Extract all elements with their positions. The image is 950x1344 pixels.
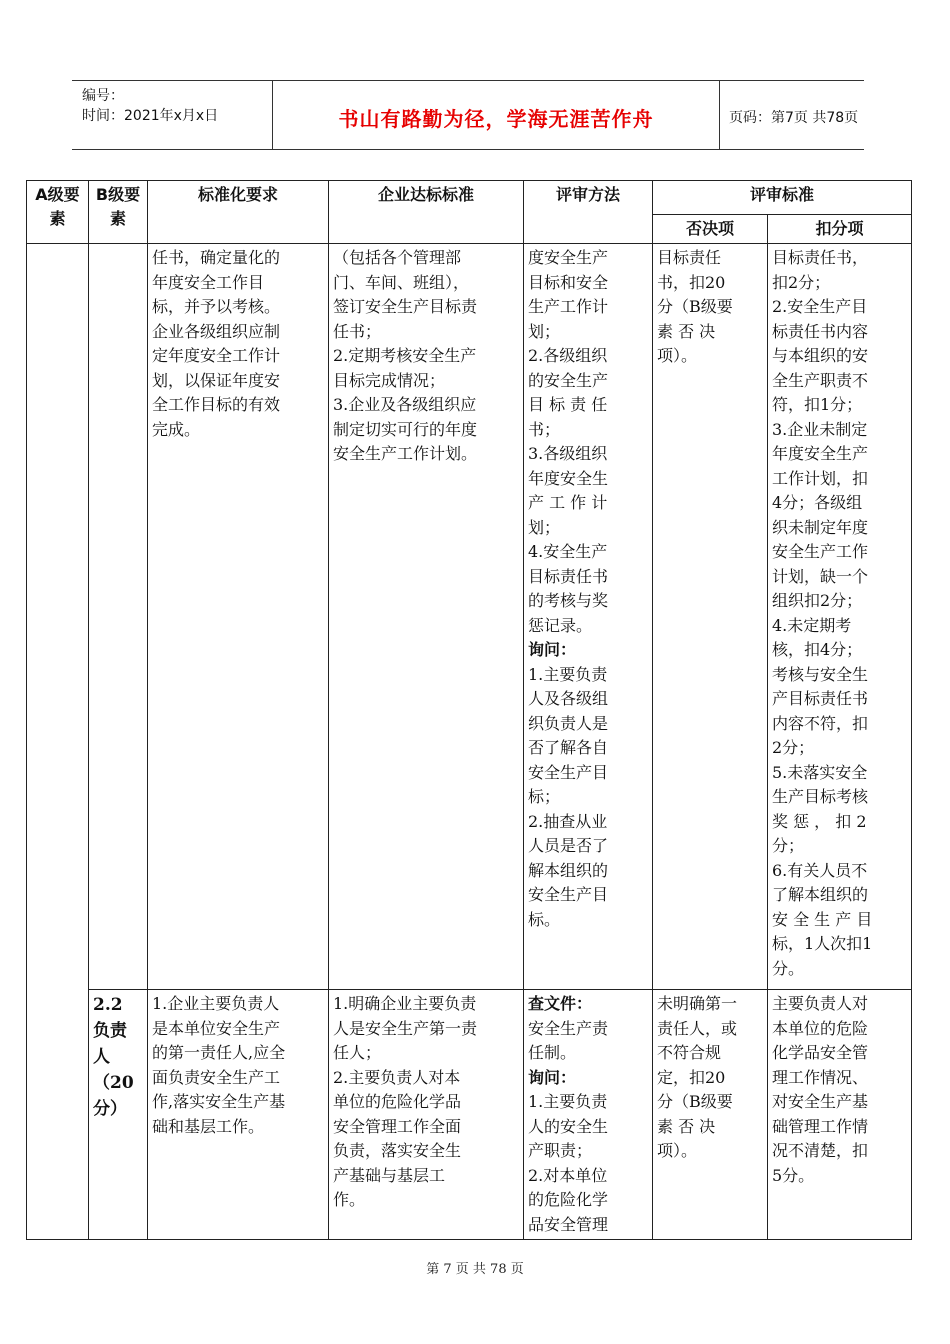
cell-text-line: 目 标 责 任 bbox=[528, 395, 608, 414]
cell-text-line: 础管理工作情 bbox=[772, 1116, 869, 1136]
cell-text-line: 安 全 生 产 目 bbox=[772, 909, 873, 929]
cell-text-line: 的危险化学 bbox=[528, 1190, 609, 1209]
cell-text-line: 书，扣20 bbox=[657, 272, 726, 292]
cell-text-line: 安全生产目 bbox=[528, 885, 609, 904]
cell-text-line: 2.对本单位 bbox=[528, 1165, 608, 1185]
cell-text-line: 目标和安全 bbox=[528, 272, 609, 292]
cell-text-line: 产基础与基层工 bbox=[333, 1165, 446, 1185]
header-review-method: 评审方法 bbox=[524, 181, 653, 244]
cell-text-line: 标，并予以考核。 bbox=[152, 297, 281, 316]
cell-text-line: 制定切实可行的年度 bbox=[333, 419, 478, 439]
cell-text-line: （包括各个管理部 bbox=[333, 248, 462, 267]
cell-text-line: 年度安全工作目 bbox=[152, 272, 265, 292]
cell-text-line: 负责 bbox=[93, 1021, 127, 1041]
cell-text-line: 查文件： bbox=[528, 994, 593, 1013]
cell-text-line: 安全生产工作 bbox=[772, 542, 869, 561]
cell-text-line: 安全生产责 bbox=[528, 1018, 609, 1038]
cell-text-line: 织未制定年度 bbox=[772, 517, 869, 537]
cell-text-line: 的第一责任人,应全 bbox=[152, 1043, 286, 1062]
cell-text-line: 与本组织的安 bbox=[772, 346, 869, 365]
cell-text-line: 分； bbox=[772, 836, 805, 855]
cell-text-line: 6.有关人员不 bbox=[772, 860, 868, 880]
cell-text-line: 2.定期考核安全生产 bbox=[333, 346, 477, 365]
cell-text-line: 年度安全生产 bbox=[772, 444, 869, 463]
cell-text-line: 定，扣20 bbox=[657, 1067, 726, 1087]
cell-text-line: 2.安全生产目 bbox=[772, 297, 868, 316]
row2-deduction bbox=[768, 990, 912, 1240]
cell-text-line: 2分； bbox=[772, 738, 815, 757]
cell-text-line: 2.主要负责人对本 bbox=[333, 1067, 461, 1087]
header-deduction: 扣分项 bbox=[768, 215, 912, 244]
cell-text-line: 划； bbox=[528, 517, 561, 537]
cell-text-line: 织负责人是 bbox=[528, 713, 609, 733]
cell-text-line: 人 bbox=[93, 1047, 110, 1067]
row1-b-level-cell bbox=[89, 244, 148, 990]
cell-text-line: 未明确第一 bbox=[657, 994, 738, 1013]
cell-text-line: 扣2分； bbox=[772, 272, 831, 292]
header-center-cell bbox=[272, 81, 720, 149]
cell-text-line: 目标责任书 bbox=[528, 566, 609, 586]
cell-text-line: 定年度安全工作计 bbox=[152, 346, 281, 365]
header-review-criteria: 评审标准 bbox=[653, 181, 912, 215]
row2-veto bbox=[653, 990, 768, 1240]
cell-text-line: 对安全生产基 bbox=[772, 1092, 869, 1111]
cell-text-line: 分（B级要 bbox=[657, 1092, 733, 1111]
cell-text-line: 标，1人次扣1 bbox=[772, 934, 873, 953]
cell-text-line: 否了解各自 bbox=[528, 738, 609, 757]
cell-text-line: 责任人，或 bbox=[657, 1018, 738, 1038]
cell-text-line: 人及各级组 bbox=[528, 689, 609, 708]
cell-text-line: 任人； bbox=[333, 1043, 382, 1062]
cell-text-line: 人是安全生产第一责 bbox=[333, 1018, 478, 1038]
cell-text-line: 企业各级组织应制 bbox=[152, 321, 281, 341]
cell-text-line: 项）。 bbox=[657, 346, 698, 365]
cell-text-line: 内容不符，扣 bbox=[772, 713, 869, 733]
header-right-cell bbox=[719, 81, 864, 149]
cell-text-line: 组织扣2分； bbox=[772, 591, 863, 610]
cell-text-line: 况不清楚，扣 bbox=[772, 1141, 869, 1160]
cell-text-line: 4.未定期考 bbox=[772, 615, 852, 635]
evaluation-table bbox=[26, 180, 912, 1240]
cell-text-line: 3.企业及各级组织应 bbox=[333, 395, 477, 414]
cell-text-line: 4分；各级组 bbox=[772, 493, 863, 512]
cell-text-line: 的考核与奖 bbox=[528, 591, 609, 610]
cell-text-line: 2.2 bbox=[93, 995, 123, 1015]
header-b-level: B级要素 bbox=[89, 181, 148, 244]
cell-text-line: 分） bbox=[93, 1099, 127, 1119]
cell-text-line: 化学品安全管 bbox=[772, 1043, 869, 1062]
cell-text-line: 3.各级组织 bbox=[528, 444, 608, 463]
cell-text-line: 产目标责任书 bbox=[772, 689, 869, 708]
header-standard-requirement: 标准化要求 bbox=[148, 181, 329, 244]
cell-text-line: 5.未落实安全 bbox=[772, 762, 868, 782]
page-header bbox=[72, 80, 864, 150]
cell-text-line: 主要负责人对 bbox=[772, 994, 869, 1013]
cell-text-line: 全生产职责不 bbox=[772, 370, 869, 390]
cell-text-line: 人的安全生 bbox=[528, 1116, 609, 1136]
cell-text-line: 2.各级组织 bbox=[528, 346, 608, 365]
row1-enterprise-std bbox=[329, 244, 524, 990]
cell-text-line: 工作计划，扣 bbox=[772, 468, 869, 488]
cell-text-line: 人员是否了 bbox=[528, 836, 609, 855]
cell-text-line: 本单位的危险 bbox=[772, 1018, 869, 1038]
cell-text-line: 了解本组织的 bbox=[772, 885, 869, 904]
cell-text-line: 年度安全生 bbox=[528, 468, 609, 488]
cell-text-line: 奖 惩 ， 扣 2 bbox=[772, 811, 867, 831]
cell-text-line: 产 工 作 计 bbox=[528, 493, 608, 512]
cell-text-line: 解本组织的 bbox=[528, 860, 609, 880]
cell-text-line: 安全生产工作计划。 bbox=[333, 444, 478, 463]
cell-text-line: 是本单位安全生产 bbox=[152, 1018, 281, 1038]
row2-enterprise-std bbox=[329, 990, 524, 1240]
cell-text-line: 产职责； bbox=[528, 1141, 593, 1160]
cell-text-line: 任书； bbox=[333, 321, 382, 341]
cell-text-line: 门、车间、班组）， bbox=[333, 272, 470, 292]
cell-text-line: 划，以保证年度安 bbox=[152, 370, 281, 390]
cell-text-line: 素 否 决 bbox=[657, 321, 716, 341]
cell-text-line: 作,落实安全生产基 bbox=[152, 1092, 286, 1111]
cell-text-line: 分。 bbox=[772, 958, 805, 978]
cell-text-line: 1.企业主要负责人 bbox=[152, 994, 280, 1013]
header-left-cell bbox=[72, 81, 272, 149]
cell-text-line: 标责任书内容 bbox=[772, 321, 869, 341]
row1-standard-req bbox=[148, 244, 329, 990]
cell-text-line: 生产工作计 bbox=[528, 297, 609, 316]
cell-text-line: （20 bbox=[93, 1073, 134, 1093]
cell-text-line: 生产目标考核 bbox=[772, 787, 869, 806]
cell-text-line: 安全管理工作全面 bbox=[333, 1116, 462, 1136]
cell-text-line: 划； bbox=[528, 321, 561, 341]
cell-text-line: 完成。 bbox=[152, 419, 201, 439]
row1-deduction bbox=[768, 244, 912, 990]
cell-text-line: 负责，落实安全生 bbox=[333, 1141, 462, 1160]
cell-text-line: 5分。 bbox=[772, 1165, 815, 1185]
cell-text-line: 作。 bbox=[333, 1190, 366, 1209]
page-footer: 第 7 页 共 78 页 bbox=[426, 1262, 524, 1277]
cell-text-line: 4.安全生产 bbox=[528, 542, 608, 561]
row1-review-method bbox=[524, 244, 653, 990]
cell-text-line: 安全生产目 bbox=[528, 762, 609, 782]
cell-text-line: 目标责任 bbox=[657, 248, 722, 267]
row1-veto bbox=[653, 244, 768, 990]
cell-text-line: 项）。 bbox=[657, 1141, 698, 1160]
cell-text-line: 1.明确企业主要负责 bbox=[333, 994, 477, 1013]
cell-text-line: 标； bbox=[528, 787, 561, 806]
cell-text-line: 2.抽查从业 bbox=[528, 811, 608, 831]
cell-text-line: 标。 bbox=[528, 909, 561, 929]
cell-text-line: 1.主要负责 bbox=[528, 1092, 608, 1111]
cell-text-line: 签订安全生产目标责 bbox=[333, 297, 478, 316]
cell-text-line: 核，扣4分； bbox=[772, 640, 863, 659]
row2-review-method bbox=[524, 990, 653, 1240]
a-level-cell bbox=[27, 244, 89, 1240]
cell-text-line: 品安全管理 bbox=[528, 1214, 609, 1234]
doc-number-label: 编号： bbox=[82, 88, 124, 104]
cell-text-line: 任书，确定量化的 bbox=[152, 248, 281, 267]
cell-text-line: 计划，缺一个 bbox=[772, 566, 869, 586]
header-page-label: 页码：第7页 共78页 bbox=[729, 110, 859, 126]
cell-text-line: 全工作目标的有效 bbox=[152, 395, 281, 414]
header-a-level: A级要素 bbox=[27, 181, 89, 244]
cell-text-line: 考核与安全生 bbox=[772, 664, 869, 684]
header-veto: 否决项 bbox=[653, 215, 768, 244]
doc-time-label: 时间：2021年x月x日 bbox=[82, 108, 219, 124]
cell-text-line: 目标完成情况； bbox=[333, 370, 446, 390]
cell-text-line: 不符合规 bbox=[657, 1043, 722, 1062]
cell-text-line: 惩记录。 bbox=[528, 615, 593, 635]
row2-b-level-cell bbox=[89, 990, 148, 1240]
cell-text-line: 分（B级要 bbox=[657, 297, 733, 316]
cell-text-line: 单位的危险化学品 bbox=[333, 1092, 462, 1111]
cell-text-line: 素 否 决 bbox=[657, 1116, 716, 1136]
cell-text-line: 面负责安全生产工 bbox=[152, 1067, 281, 1087]
cell-text-line: 1.主要负责 bbox=[528, 664, 608, 684]
cell-text-line: 度安全生产 bbox=[528, 248, 609, 267]
cell-text-line: 询问： bbox=[528, 1067, 577, 1087]
cell-text-line: 础和基层工作。 bbox=[152, 1116, 265, 1136]
cell-text-line: 书； bbox=[528, 419, 561, 439]
row2-standard-req bbox=[148, 990, 329, 1240]
header-slogan: 书山有路勤为径，学海无涯苦作舟 bbox=[338, 107, 654, 131]
cell-text-line: 询问： bbox=[528, 640, 577, 659]
cell-text-line: 3.企业未制定 bbox=[772, 419, 868, 439]
cell-text-line: 理工作情况、 bbox=[772, 1067, 869, 1087]
cell-text-line: 的安全生产 bbox=[528, 370, 609, 390]
header-enterprise-standard: 企业达标标准 bbox=[329, 181, 524, 244]
cell-text-line: 符，扣1分； bbox=[772, 395, 863, 414]
cell-text-line: 目标责任书， bbox=[772, 248, 869, 267]
cell-text-line: 任制。 bbox=[528, 1043, 577, 1062]
